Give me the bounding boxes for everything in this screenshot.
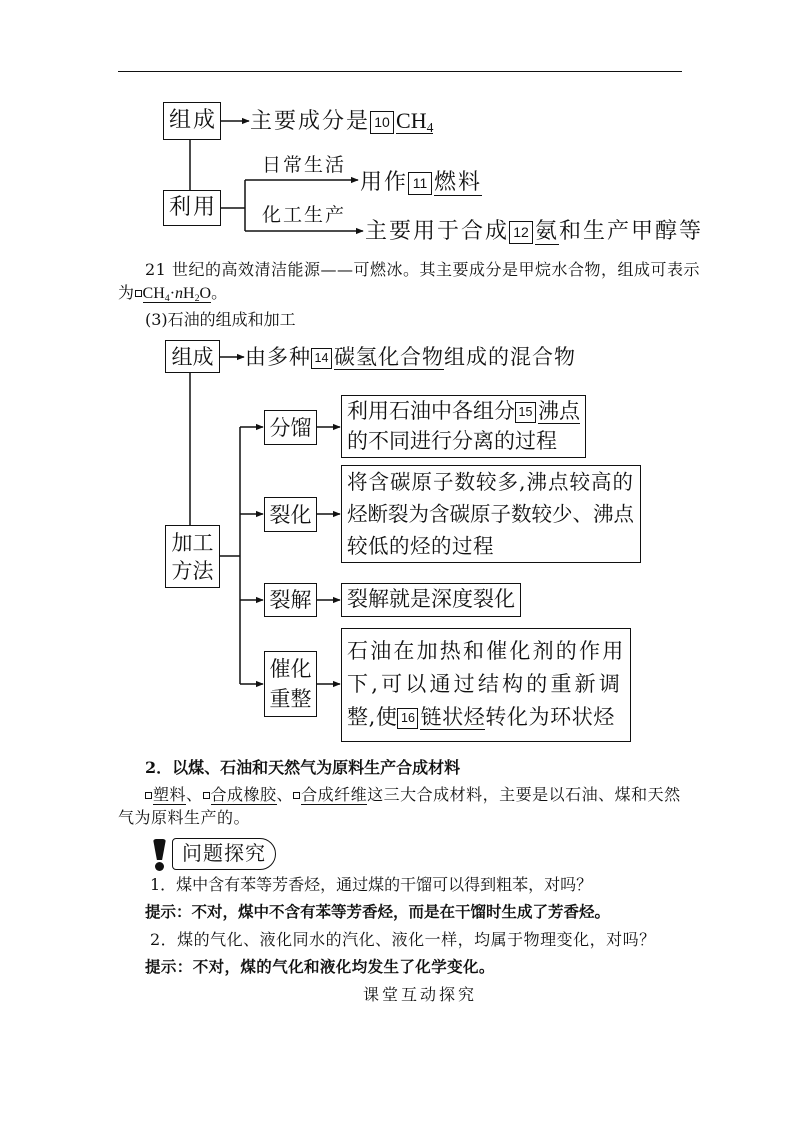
answer-marker (293, 792, 300, 799)
explore-hint-2: 提示：不对，煤的气化和液化均发生了化学变化。 (145, 958, 495, 976)
deep-cracking-desc-line: 裂解就是深度裂化 (347, 587, 515, 611)
explore-hint-1: 提示：不对，煤中不含有苯等芳香烃，而是在干馏时生成了芳香烃。 (145, 903, 611, 921)
reforming-label-line: 催化 (269, 657, 312, 681)
gas-branch-industry: 化工生产 (262, 204, 347, 226)
reforming-answer: 链状烃 (420, 705, 486, 729)
synthetic-answer-fiber: 合成纤维 (301, 785, 368, 804)
formula-subscript: 2 (194, 292, 200, 304)
separator: 、 (186, 785, 203, 804)
oil-composition-text (245, 342, 576, 372)
synthetic-line-1-rest: 这三大合成材料，主要是以石油、煤和天然 (367, 785, 681, 804)
gas-composition-label: 组成 (168, 108, 217, 133)
reforming-desc-line (347, 701, 630, 734)
cracking-desc-line: 烃断裂为含碳原子数较少、沸点 (347, 502, 634, 526)
formula-subscript: 4 (426, 120, 434, 136)
gas-composition-text (250, 107, 433, 136)
gas-composition-prefix: 主要成分是 (250, 109, 371, 134)
oil-processing-label-line: 方法 (171, 558, 214, 583)
petroleum-heading: (3)石油的组成和加工 (145, 310, 296, 329)
cracking-description (341, 465, 641, 563)
gas-daily-text (360, 169, 482, 197)
answer-number-box: 12 (509, 221, 533, 244)
answer-number-box: 14 (311, 348, 332, 369)
formula-variable: n (175, 285, 184, 302)
formula-part: H (183, 285, 195, 302)
intro-line-2 (118, 283, 228, 304)
reforming-description (341, 628, 631, 742)
reforming-box (264, 651, 317, 717)
distillation-label: 分馏 (269, 415, 312, 440)
distillation-desc-text: 利用石油中各组分 (347, 399, 515, 423)
exclamation-icon (153, 839, 166, 860)
gas-industry-prefix: 主要用于合成 (365, 219, 510, 244)
answer-number-box: 16 (397, 708, 418, 729)
gas-industry-answer: 氨 (535, 219, 560, 244)
gas-usage-box (163, 190, 221, 226)
synthetic-heading: 2．以煤、石油和天然气为原料生产合成材料 (145, 758, 461, 777)
distillation-desc-line-2: 的不同进行分离的过程 (347, 429, 557, 453)
oil-processing-box (165, 525, 220, 588)
explore-question-2: 2．煤的气化、液化同水的汽化、液化一样，均属于物理变化，对吗？ (150, 930, 656, 949)
explore-question-1: 1．煤中含有苯等芳香烃，通过煤的干馏可以得到粗苯，对吗？ (150, 875, 593, 894)
formula-part: CH (142, 285, 165, 302)
distillation-box (264, 410, 317, 445)
gas-composition-answer (396, 108, 433, 134)
formula-subscript: 4 (164, 292, 170, 304)
gas-branch-daily: 日常生活 (262, 154, 347, 176)
oil-composition-label: 组成 (171, 344, 214, 369)
cracking-desc-line: 将含碳原子数较多,沸点较高的 (347, 470, 635, 494)
answer-number-box: 15 (515, 402, 536, 423)
deep-cracking-label: 裂解 (269, 588, 312, 612)
reforming-label-line: 重整 (269, 687, 312, 711)
oil-composition-prefix: 由多种 (245, 345, 311, 369)
hydrate-formula (143, 285, 212, 303)
oil-processing-label-line: 加工 (171, 530, 214, 555)
formula-part: O (199, 285, 212, 302)
footer-heading: 课堂互动探究 (363, 985, 478, 1004)
exclamation-icon-dot (155, 862, 164, 871)
intro-line-2-suffix: 。 (211, 283, 228, 302)
formula-dot: · (169, 285, 176, 302)
reforming-desc-text: 转化为环状烃 (485, 705, 615, 729)
separator: 、 (276, 785, 294, 804)
reforming-desc-text: 整,使 (347, 705, 398, 729)
answer-marker (145, 792, 152, 799)
answer-marker (203, 792, 210, 799)
oil-composition-suffix: 组成的混合物 (444, 345, 576, 369)
oil-composition-box (165, 340, 220, 373)
cracking-box (264, 497, 317, 532)
deep-cracking-description (341, 583, 521, 617)
gas-composition-box (163, 102, 221, 140)
synthetic-line-2: 气为原料生产的。 (118, 808, 251, 827)
explore-title: 问题探究 (172, 838, 276, 870)
synthetic-answer-rubber: 合成橡胶 (210, 785, 277, 804)
synthetic-line-1 (145, 785, 681, 805)
synthetic-answer-plastic: 塑料 (153, 785, 187, 804)
header-rule (118, 71, 682, 72)
oil-composition-answer: 碳氢化合物 (334, 345, 444, 369)
reforming-desc-line: 下,可以通过结构的重新调 (347, 672, 624, 696)
intro-line-2-prefix: 为 (118, 283, 135, 302)
reforming-desc-line: 石油在加热和催化剂的作用 (347, 639, 626, 663)
gas-industry-suffix: 和生产甲醇等 (559, 219, 704, 244)
gas-industry-text (365, 218, 703, 246)
gas-daily-answer: 燃料 (434, 170, 483, 195)
formula-main: CH (396, 108, 427, 133)
distillation-desc-line-1 (347, 396, 585, 426)
cracking-label: 裂化 (269, 502, 312, 527)
intro-line-1: 21 世纪的高效清洁能源——可燃冰。其主要成分是甲烷水合物，组成可表示 (145, 260, 700, 279)
gas-usage-label: 利用 (168, 195, 217, 220)
answer-number-box: 10 (370, 111, 394, 134)
gas-daily-prefix: 用作 (360, 170, 409, 195)
cracking-desc-line: 较低的烃的过程 (347, 534, 494, 558)
distillation-answer: 沸点 (538, 399, 580, 423)
deep-cracking-box (264, 583, 317, 617)
answer-number-box: 11 (408, 172, 432, 195)
distillation-description (341, 395, 586, 458)
answer-marker (135, 290, 142, 297)
